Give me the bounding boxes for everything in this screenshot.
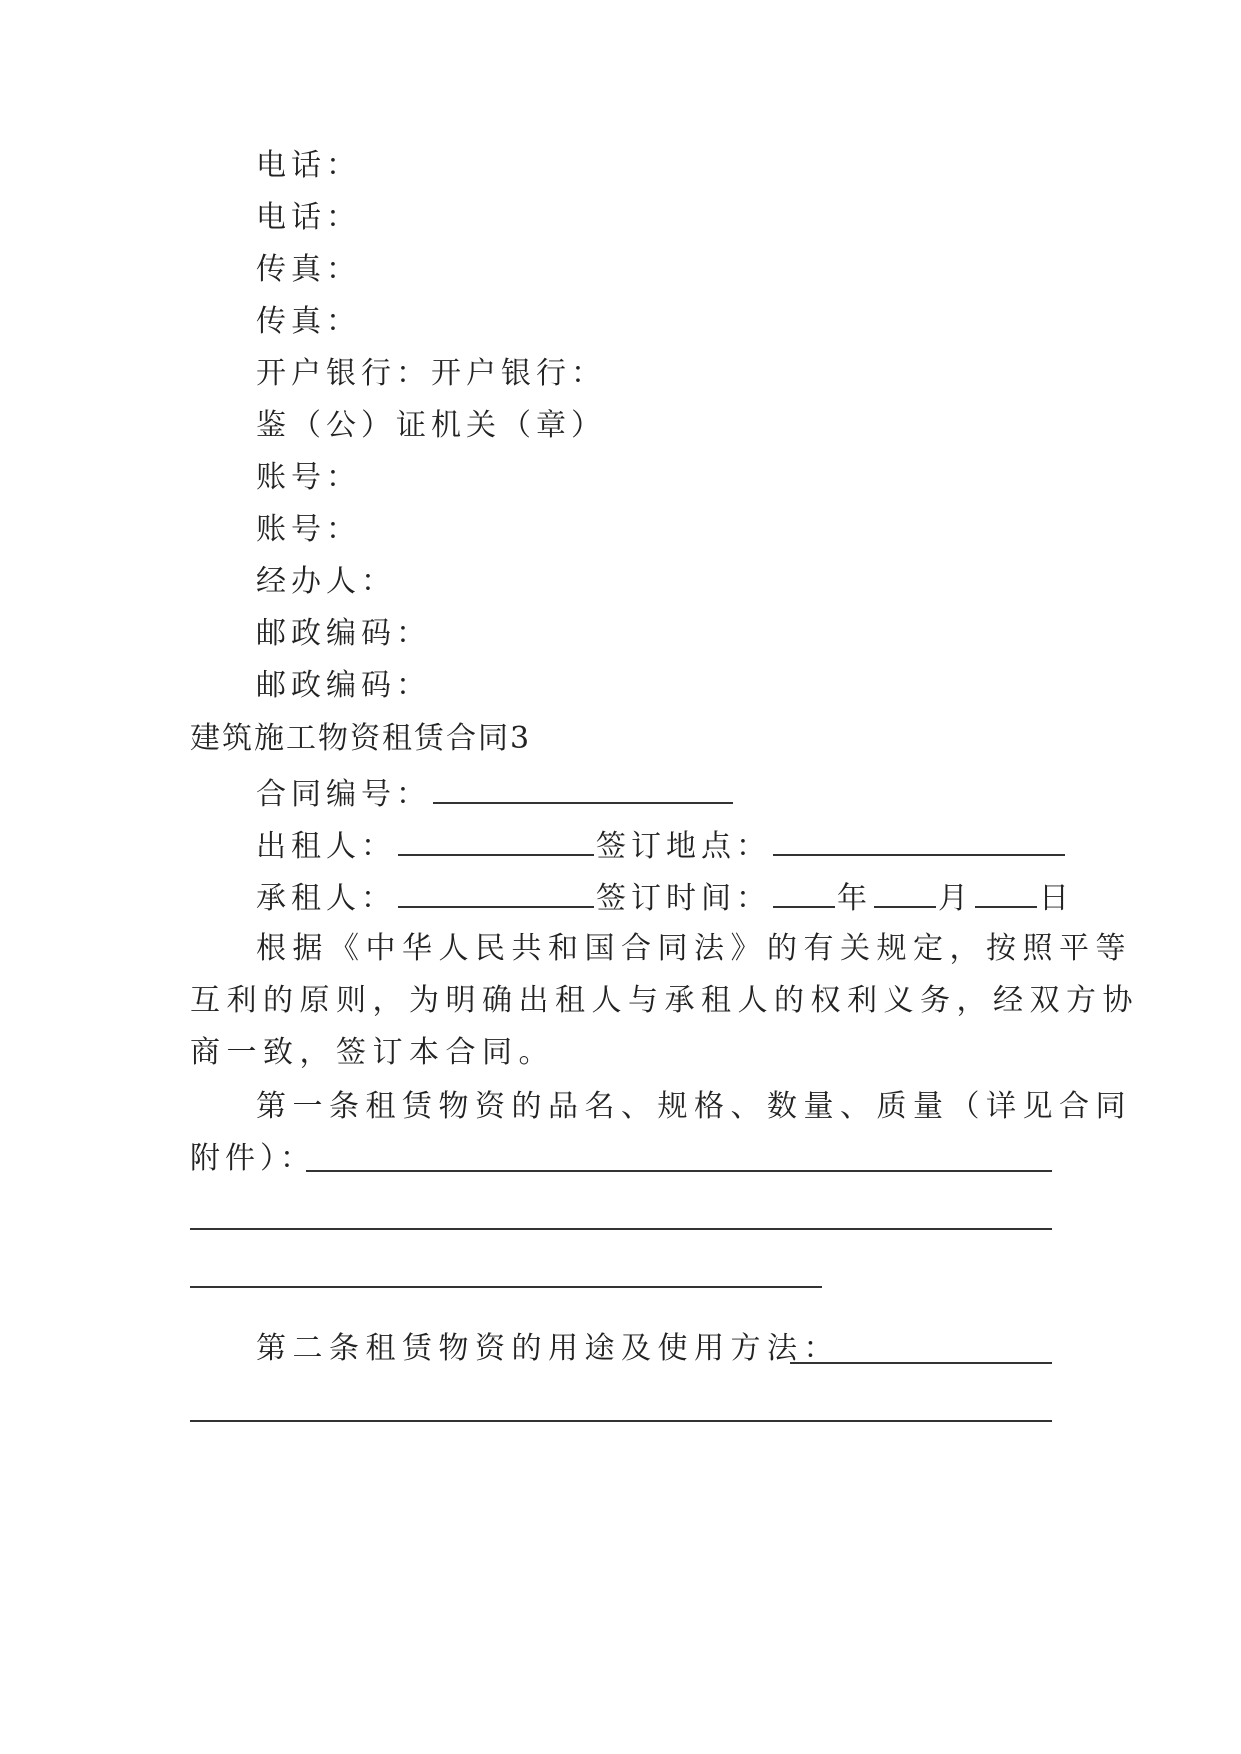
para1-line3: 商一致，签订本合同。 [190,1035,555,1070]
postcode-label-1: 邮政编码： [256,616,431,651]
fax-label-2: 传真： [256,304,361,339]
day-label: 日 [1039,881,1074,916]
article1-line2 [190,1130,1052,1188]
para1-line1 [190,920,1132,978]
year-blank [773,868,835,908]
year-label: 年 [837,881,872,916]
para1-line2: 互利的原则，为明确出租人与承租人的权利义务，经双方协 [190,983,1139,1018]
fax-label-1: 传真： [256,252,361,287]
contract-title: 建筑施工物资租赁合同3 [190,721,532,756]
article2-line1 [190,1320,1052,1378]
sign-place-blank [773,816,1065,856]
month-blank [874,868,936,908]
postcode-label-2: 邮政编码： [256,668,431,703]
contract-number-label: 合同编号： [256,777,431,812]
contract-number-row [190,764,1052,822]
para1-line1-text: 根据《中华人民共和国合同法》的有关规定，按照平等 [256,931,1132,966]
lessee-row [190,868,1074,926]
contract-number-blank [433,764,733,804]
lessor-blank [398,816,594,856]
article1-attachment-label: 附件）： [190,1141,315,1176]
article1-blank-1 [306,1170,1052,1172]
article2-label: 第二条租赁物资的用途及使用方法： [256,1331,840,1366]
account-label-1: 账号： [256,460,361,495]
lessee-label: 承租人： [256,881,396,916]
account-label-2: 账号： [256,512,361,547]
phone-label-1: 电话： [256,148,361,183]
handler-label: 经办人： [256,564,396,599]
lessor-label: 出租人： [256,829,396,864]
bank-label: 开户银行：开户银行： [256,356,606,391]
phone-label-2: 电话： [256,200,361,235]
article1-line1: 第一条租赁物资的品名、规格、数量、质量（详见合同 [256,1089,1132,1124]
article1-blank-2 [190,1228,1052,1230]
month-label: 月 [938,881,973,916]
article2-blank-1 [790,1362,1052,1364]
article1-blank-3 [190,1286,822,1288]
article2-blank-2 [190,1420,1052,1422]
sign-place-label: 签订地点： [596,829,771,864]
day-blank [975,868,1037,908]
sign-time-label: 签订时间： [596,881,771,916]
notary-seal-label: 鉴（公）证机关（章） [256,408,606,443]
lessee-blank [398,868,594,908]
lessor-row [190,816,1052,874]
